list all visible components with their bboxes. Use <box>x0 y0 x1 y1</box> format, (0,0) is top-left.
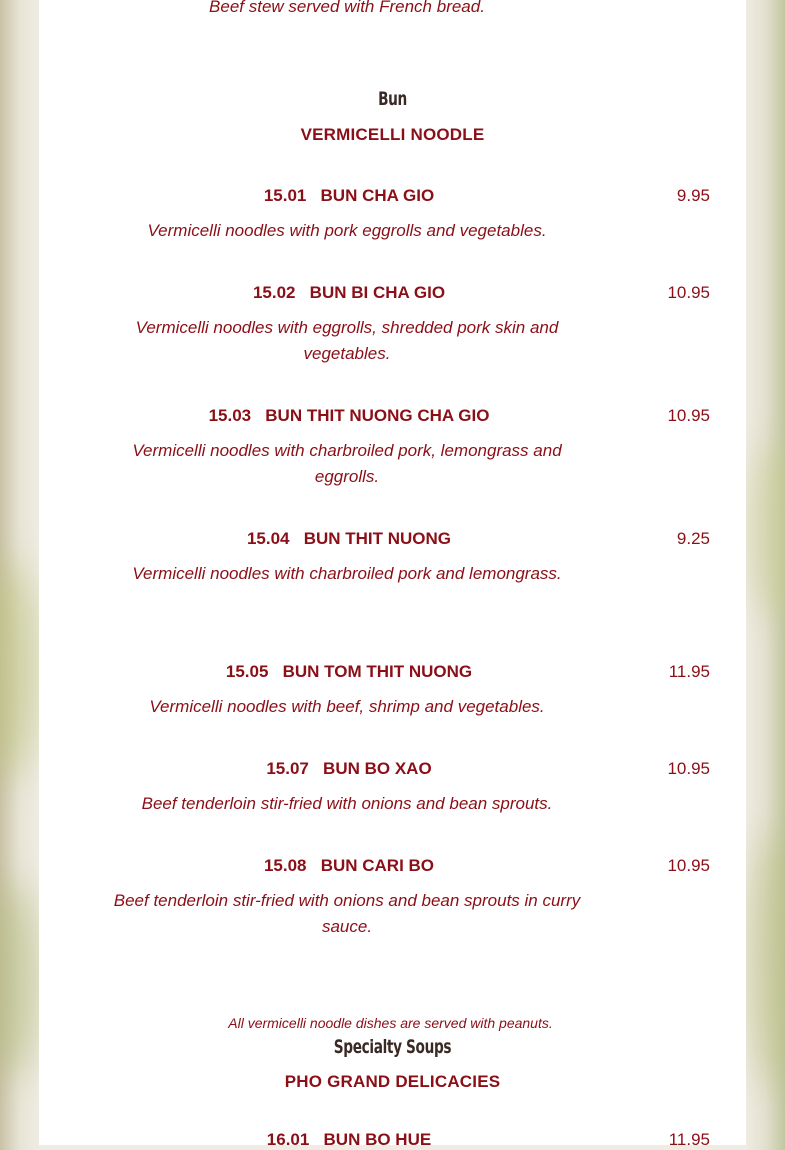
item-name: BUN BO HUE <box>323 1130 432 1149</box>
item-name: BUN THIT NUONG <box>303 529 452 548</box>
menu-item-heading <box>79 406 619 426</box>
menu-item-heading <box>79 759 619 779</box>
item-description: Vermicelli noodles with beef, shrimp and vegetables. <box>149 697 545 716</box>
item-name: BUN THIT NUONG CHA GIO <box>265 406 490 425</box>
item-price: 11.95 <box>668 1130 710 1149</box>
menu-panel <box>39 0 746 1149</box>
menu-item-heading <box>79 186 619 206</box>
section-title: Bun <box>378 88 407 110</box>
item-price: 10.95 <box>667 856 710 875</box>
item-description: Vermicelli noodles with charbroiled pork, lemongrass and eggrolls. <box>132 441 562 486</box>
section-subtitle: VERMICELLI NOODLE <box>300 125 485 144</box>
section-title: Specialty Soups <box>333 1036 452 1058</box>
item-description: Beef tenderloin stir-fried with onions and bean sprouts. <box>141 794 553 813</box>
item-code: 15.02 <box>252 283 296 302</box>
item-price: 9.25 <box>676 529 710 548</box>
menu-item-heading <box>79 529 619 549</box>
item-code: 15.01 <box>263 186 307 205</box>
menu-item-heading <box>79 283 619 303</box>
item-code: 15.04 <box>246 529 290 548</box>
item-price: 10.95 <box>667 759 710 778</box>
item-name: BUN TOM THIT NUONG <box>282 662 473 681</box>
item-price: 11.95 <box>668 662 710 681</box>
item-code: 15.07 <box>266 759 309 778</box>
item-price: 9.95 <box>676 186 710 205</box>
item-code: 15.05 <box>225 662 269 681</box>
item-code: 15.03 <box>208 406 252 425</box>
item-price: 10.95 <box>667 406 710 425</box>
menu-item-heading <box>79 856 619 876</box>
item-code: 15.08 <box>263 856 307 875</box>
item-description: Beef stew served with French bread. <box>209 0 485 16</box>
item-description: Vermicelli noodles with charbroiled pork and lemongrass. <box>132 564 562 583</box>
item-price: 10.95 <box>667 283 710 302</box>
item-description: Vermicelli noodles with pork eggrolls and vegetables. <box>147 221 547 240</box>
item-description: Vermicelli noodles with eggrolls, shredded pork skin and vegetables. <box>135 318 559 363</box>
item-description: Beef tenderloin stir-fried with onions and bean sprouts in curry sauce. <box>113 891 581 936</box>
item-name: BUN BI CHA GIO <box>309 283 446 302</box>
section-note: All vermicelli noodle dishes are served with peanuts. <box>228 1015 553 1031</box>
menu-item-heading <box>79 1130 619 1150</box>
item-code: 16.01 <box>266 1130 310 1149</box>
item-name: BUN BO XAO <box>323 759 432 778</box>
item-name: BUN CARI BO <box>320 856 435 875</box>
section-subtitle: PHO GRAND DELICACIES <box>284 1072 501 1091</box>
item-name: BUN CHA GIO <box>320 186 435 205</box>
menu-item-heading <box>79 662 619 682</box>
